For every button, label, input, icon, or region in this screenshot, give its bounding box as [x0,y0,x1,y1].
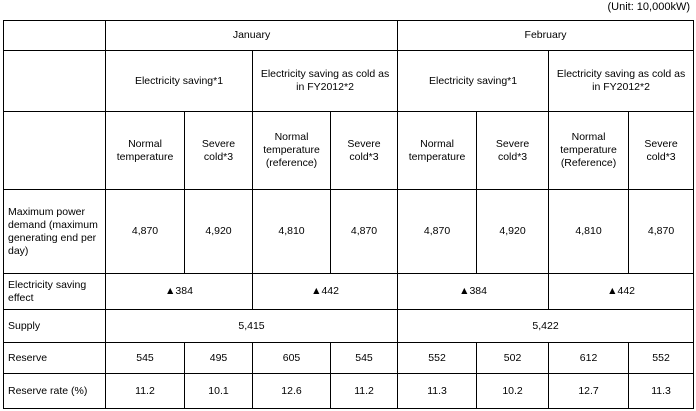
table-cell: 5,422 [398,310,694,343]
row-label-max-demand: Maximum power demand (maximum generating end per day) [4,190,106,274]
temperature-header-row [4,112,694,190]
scenario-header-row [4,51,694,112]
corner-cell [4,21,106,51]
table-cell: 4,870 [398,190,477,274]
corner-cell [4,112,106,190]
power-supply-demand-table [3,20,694,409]
scenario-header-feb-fy2012: Electricity saving as cold as in FY2012*2 [549,51,694,112]
sub-header: Severe cold*3 [185,112,253,190]
table-cell: 11.3 [398,374,477,409]
table-cell: 545 [106,343,185,374]
reserve-row [4,343,694,374]
table-cell: 4,920 [185,190,253,274]
scenario-header-jan-fy2012: Electricity saving as cold as in FY2012*2 [253,51,398,112]
max-demand-row [4,190,694,274]
table-cell: ▲442 [549,274,694,310]
table-cell: 5,415 [106,310,398,343]
table-cell: 605 [253,343,331,374]
month-header-row [4,21,694,51]
table-cell: 4,870 [629,190,694,274]
table-cell: 12.7 [549,374,629,409]
row-label-saving-effect: Electricity saving effect [4,274,106,310]
sub-header: Normal temperature [398,112,477,190]
sub-header: Severe cold*3 [331,112,398,190]
table-cell: 4,870 [106,190,185,274]
table-cell: 552 [629,343,694,374]
table-cell: 12.6 [253,374,331,409]
table-cell: 552 [398,343,477,374]
sub-header: Normal temperature (reference) [253,112,331,190]
scenario-header-feb-saving: Electricity saving*1 [398,51,549,112]
table-cell: 495 [185,343,253,374]
table-cell: 10.2 [477,374,549,409]
row-label-supply: Supply [4,310,106,343]
table-cell: 4,920 [477,190,549,274]
month-header-february: February [398,21,694,51]
reserve-rate-row [4,374,694,409]
table-cell: 11.2 [106,374,185,409]
table-cell: ▲384 [398,274,549,310]
table-cell: 10.1 [185,374,253,409]
table-cell: 4,810 [253,190,331,274]
sub-header: Severe cold*3 [629,112,694,190]
supply-row [4,310,694,343]
table-cell: ▲384 [106,274,253,310]
unit-note: (Unit: 10,000kW) [607,1,690,13]
saving-effect-row [4,274,694,310]
table-cell: 4,810 [549,190,629,274]
sub-header: Normal temperature (Reference) [549,112,629,190]
sub-header: Severe cold*3 [477,112,549,190]
table-cell: 502 [477,343,549,374]
table-cell: 545 [331,343,398,374]
table-cell: 11.2 [331,374,398,409]
scenario-header-jan-saving: Electricity saving*1 [106,51,253,112]
month-header-january: January [106,21,398,51]
table-cell: 4,870 [331,190,398,274]
table-cell: 612 [549,343,629,374]
table-cell: 11.3 [629,374,694,409]
table-cell: ▲442 [253,274,398,310]
row-label-reserve-rate: Reserve rate (%) [4,374,106,409]
corner-cell [4,51,106,112]
row-label-reserve: Reserve [4,343,106,374]
sub-header: Normal temperature [106,112,185,190]
